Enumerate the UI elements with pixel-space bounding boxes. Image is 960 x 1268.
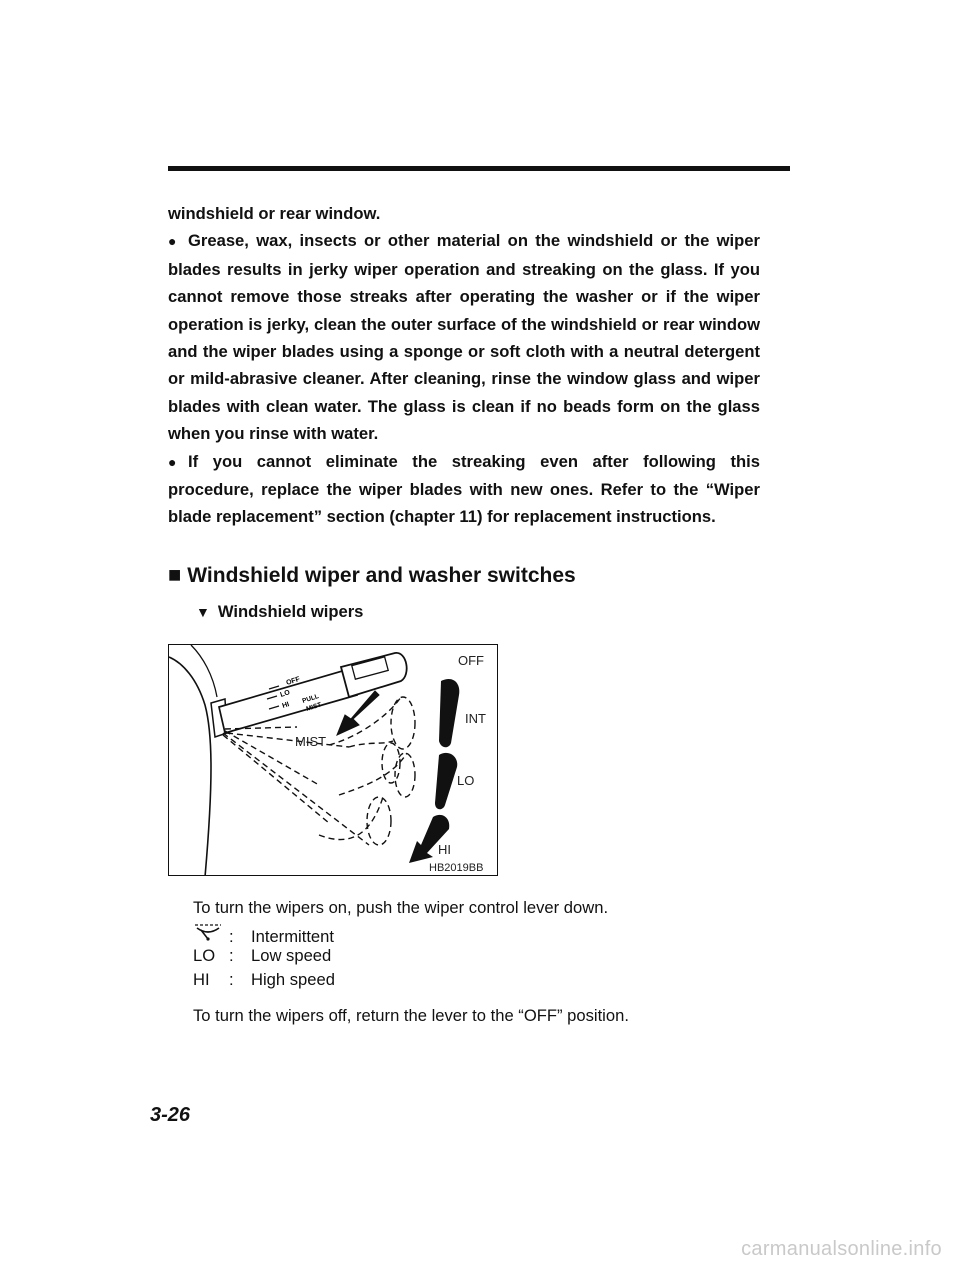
section-title: Windshield wiper and washer switches <box>187 564 576 587</box>
intermittent-wiper-icon <box>193 922 229 947</box>
turn-off-instruction: To turn the wipers off, return the lever to the “OFF” position. <box>193 1006 629 1025</box>
section-heading <box>168 562 576 588</box>
legend-colon: : <box>229 946 234 965</box>
bullet-icon: ● <box>168 233 177 250</box>
wiper-lever-figure <box>168 644 498 876</box>
subsection-heading <box>196 602 363 622</box>
page-number: 3-26 <box>150 1104 191 1126</box>
fig-label-off: OFF <box>458 653 484 668</box>
fig-label-int: INT <box>465 711 486 726</box>
caution-bullet-2 <box>168 448 760 531</box>
legend-row-hi <box>193 970 335 990</box>
lever-mark-lo: LO <box>279 689 291 699</box>
caution-text-block <box>168 200 760 531</box>
legend-row-intermittent <box>193 922 334 947</box>
section-square-icon: ■ <box>168 562 182 587</box>
legend-symbol-lo: LO <box>193 946 216 965</box>
caution-bullet-2-text: If you cannot eliminate the streaking even after following this procedure, replace the wiper blades with new ones. Refer to the “Wiper blade replacement” section (chapter 11) for replacement instructions. <box>168 451 760 527</box>
legend-row-lo <box>193 946 331 966</box>
caution-continuation: windshield or rear window. <box>168 204 381 223</box>
caution-bullet-1 <box>168 227 760 447</box>
legend-colon: : <box>229 970 234 989</box>
turn-on-instruction: To turn the wipers on, push the wiper control lever down. <box>193 898 609 917</box>
top-rule <box>168 166 790 171</box>
legend-symbol-hi: HI <box>193 970 210 989</box>
lever-mark-hi: HI <box>281 701 291 710</box>
figure-code: HB2019BB <box>429 862 484 874</box>
watermark: carmanualsonline.info <box>741 1238 942 1260</box>
legend-meaning-lo: Low speed <box>251 946 332 965</box>
fig-label-lo: LO <box>457 773 475 788</box>
subsection-triangle-icon: ▼ <box>196 604 210 620</box>
fig-label-mist: MIST <box>295 734 327 749</box>
lever-mark-pull: PULL <box>301 692 320 705</box>
caution-bullet-1-text: Grease, wax, insects or other material on the windshield or the wiper blades results in jerky wiper operation and streaking on the glass. If you cannot remove those streaks after operating the washer or if the wiper operation is jerky, clean the outer surface of the windshield or rear window and the wiper blades using a sponge or soft cloth with a neutral detergent or mild-abrasive cleaner. After cleaning, rinse the window glass and wiper blades with clean water. The glass is clean if no beads form on the glass when you rinse with water. <box>168 231 760 444</box>
legend-colon: : <box>229 927 234 946</box>
lever-mark-off: OFF <box>285 675 301 687</box>
subsection-title: Windshield wipers <box>217 602 364 621</box>
legend-meaning-hi: High speed <box>251 970 335 989</box>
fig-label-hi: HI <box>438 842 451 857</box>
bullet-icon: ● <box>168 453 177 470</box>
legend-meaning-intermittent: Intermittent <box>251 927 335 946</box>
lever-mark-mist: MIST <box>305 701 323 713</box>
